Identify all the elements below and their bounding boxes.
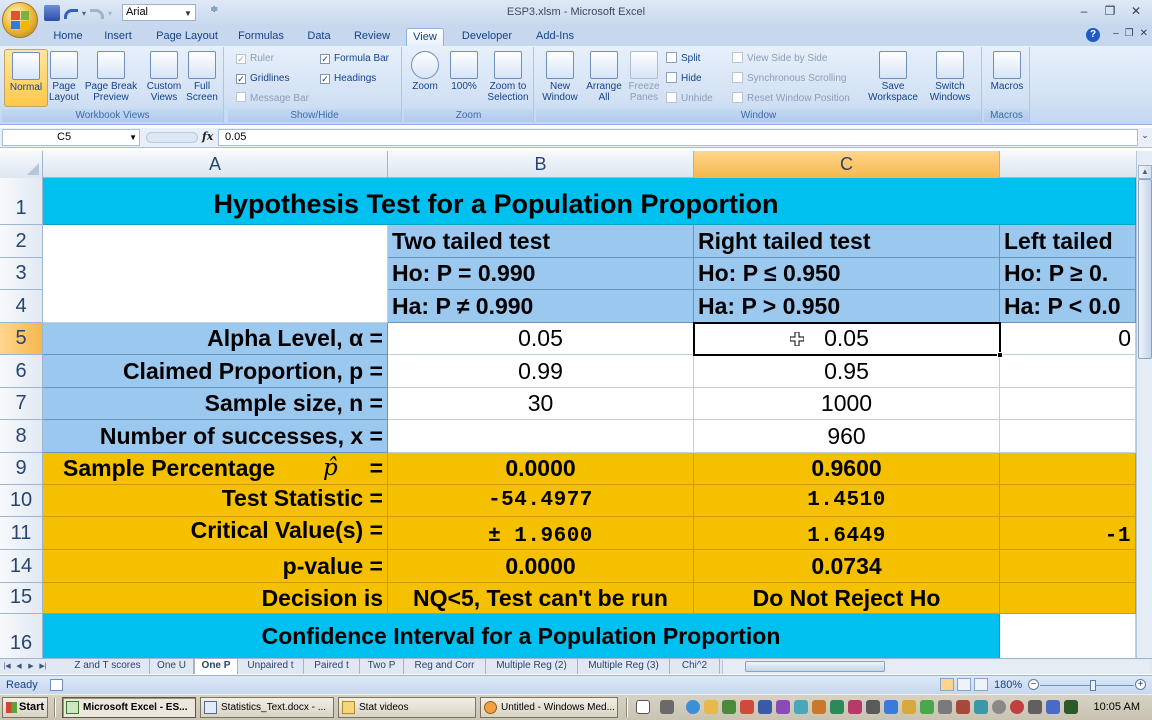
name-box-value: C5 (57, 131, 72, 143)
help-tray-icon[interactable] (636, 700, 650, 714)
gridlines-label: Gridlines (250, 73, 290, 84)
checkbox-unchecked-icon (236, 92, 246, 102)
tray-icon[interactable] (758, 700, 772, 714)
window-controls (1072, 2, 1148, 20)
p-hat-symbol: p̂ (323, 455, 338, 481)
insert-function-icon[interactable]: fx (202, 130, 214, 143)
tray-icon[interactable] (974, 700, 988, 714)
windows-logo-icon (6, 702, 17, 713)
macros-label: Macros (990, 81, 1024, 92)
zoom-selection-label-1: Zoom to (489, 81, 527, 92)
task-word[interactable] (200, 697, 334, 718)
reset-position-label: Reset Window Position (747, 93, 850, 104)
tray-icon[interactable] (938, 700, 952, 714)
view-side-by-side-button[interactable] (732, 51, 827, 67)
task-label: Statistics_Text.docx - ... (221, 702, 327, 713)
freeze-panes-button[interactable] (622, 49, 666, 107)
hide-icon (666, 72, 677, 83)
browser-icon[interactable] (686, 700, 700, 714)
cell-a15[interactable]: Decision is (43, 583, 388, 614)
page-layout-label-2: Layout (48, 92, 80, 103)
row-header[interactable]: 4 (0, 290, 43, 323)
zoom-slider[interactable] (1028, 679, 1146, 692)
sheet-tab[interactable]: Two P (360, 659, 404, 674)
cell-d8[interactable] (1000, 420, 1136, 453)
name-box[interactable] (2, 129, 140, 146)
cell-d2[interactable]: Left tailed (1000, 225, 1136, 258)
start-label: Start (19, 701, 45, 713)
start-button[interactable] (2, 697, 48, 718)
cell-b2[interactable]: Two tailed test (388, 225, 694, 258)
horizontal-scrollbar[interactable] (722, 660, 1150, 674)
new-window-label-1: New (549, 81, 570, 92)
full-screen-label-1: Full (193, 81, 211, 92)
zoom-track (1040, 685, 1134, 686)
cell-c3[interactable]: Ho: P ≤ 0.950 (694, 258, 1000, 290)
sheet-tab[interactable]: One U (150, 659, 194, 674)
sheet-title[interactable] (43, 178, 1136, 225)
normal-view-status-icon[interactable] (940, 678, 954, 691)
magnifier-icon (411, 51, 439, 79)
cell-b4[interactable]: Ha: P ≠ 0.990 (388, 290, 694, 323)
sheet-tab[interactable]: Unpaired t (238, 659, 304, 674)
tray-icon[interactable] (866, 700, 880, 714)
macros-button[interactable] (985, 49, 1029, 107)
page-layout-status-icon[interactable] (957, 678, 971, 691)
expand-formula-bar-icon[interactable]: ⌄ (1141, 130, 1149, 140)
chevron-down-icon[interactable]: ▼ (129, 133, 137, 142)
group-label-show-hide: Show/Hide (228, 109, 401, 122)
unhide-button[interactable] (666, 91, 713, 107)
task-folder[interactable] (338, 697, 476, 718)
checkbox-checked-icon: ✓ (237, 54, 245, 64)
split-button[interactable] (666, 51, 700, 67)
group-macros (984, 47, 1030, 123)
sheet-tab[interactable]: Multiple Reg (2) (486, 659, 578, 674)
formula-input[interactable]: 0.05 (218, 129, 1138, 146)
split-icon (666, 52, 677, 63)
task-excel[interactable] (62, 697, 196, 718)
ribbon (0, 46, 1152, 125)
headings-label: Headings (334, 73, 377, 84)
cell-a10[interactable]: Test Statistic = (43, 485, 388, 517)
help-icon[interactable]: ? (1086, 28, 1100, 42)
tray-icon[interactable] (848, 700, 862, 714)
group-label-zoom: Zoom (404, 109, 533, 122)
tray-icon[interactable] (956, 700, 970, 714)
task-label: Stat videos (359, 702, 409, 713)
tray-icon[interactable] (794, 700, 808, 714)
full-screen-icon (188, 51, 216, 79)
cell-a8[interactable]: Number of successes, x = (43, 420, 388, 453)
new-window-label-2: Window (542, 92, 578, 103)
group-zoom (404, 47, 534, 123)
excel-app-icon (66, 701, 79, 714)
cell-d15[interactable] (1000, 583, 1136, 614)
page-layout-icon (50, 51, 78, 79)
zoom-in-icon[interactable]: + (1135, 679, 1146, 690)
tab-page-layout[interactable]: Page Layout (156, 30, 218, 42)
custom-views-icon (150, 51, 178, 79)
cell-a2-merged[interactable] (43, 225, 388, 323)
new-window-icon (546, 51, 574, 79)
task-label: Microsoft Excel - ES... (83, 702, 188, 713)
cell-d16[interactable] (1000, 614, 1136, 658)
cell-b5[interactable]: 0.05 (388, 323, 694, 355)
arrange-all-button[interactable] (582, 49, 626, 107)
row-header[interactable]: 11 (0, 517, 43, 550)
zoom-100-label: 100% (451, 81, 477, 92)
reset-window-position-button[interactable] (732, 91, 850, 107)
unhide-icon (666, 92, 677, 103)
column-header-a[interactable]: A (43, 151, 388, 178)
macros-icon (993, 51, 1021, 79)
ci-title[interactable]: Confidence Interval for a Population Proportion (43, 614, 1000, 658)
save-workspace-label-2: Workspace (868, 92, 918, 103)
cell-d3[interactable]: Ho: P ≥ 0. (1000, 258, 1136, 290)
chevron-down-icon[interactable]: ▼ (184, 9, 192, 18)
freeze-label-1: Freeze (628, 81, 660, 92)
tray-icon[interactable] (812, 700, 826, 714)
cell-c5[interactable]: 0.05 (694, 323, 1000, 355)
save-workspace-button[interactable] (866, 49, 920, 107)
undo-dropdown-icon[interactable]: ▾ (82, 8, 87, 18)
full-screen-label-2: Screen (186, 92, 218, 103)
cell-a7[interactable]: Sample size, n = (43, 388, 388, 420)
tray-icon[interactable] (660, 700, 674, 714)
ruler-label: Ruler (250, 53, 274, 64)
cell-a6[interactable]: Claimed Proportion, p = (43, 355, 388, 388)
cell-b14[interactable]: 0.0000 (388, 550, 694, 583)
formula-bar (0, 128, 1152, 148)
cell-c9[interactable]: 0.9600 (694, 453, 1000, 485)
cell-d14[interactable] (1000, 550, 1136, 583)
ruler-checkbox[interactable] (236, 51, 274, 67)
split-label: Split (681, 53, 701, 64)
zoom-to-selection-button[interactable] (484, 49, 532, 107)
page-break-preview-button[interactable] (84, 49, 138, 107)
cell-c11[interactable]: 1.6449 (694, 517, 1000, 550)
sheet-tab[interactable]: Chi^2 (670, 659, 720, 674)
sync-scroll-label: Synchronous Scrolling (747, 73, 847, 84)
next-sheet-icon[interactable]: ▶ (28, 663, 34, 670)
column-header-d[interactable] (1000, 151, 1136, 178)
tab-review[interactable]: Review (353, 30, 391, 42)
cell-b10[interactable]: -54.4977 (388, 485, 694, 517)
folder-tray-icon[interactable] (704, 700, 718, 714)
row-header[interactable]: 1 (0, 178, 43, 225)
zoom-selection-icon (494, 51, 522, 79)
scroll-up-icon[interactable]: ▲ (1138, 165, 1152, 179)
prev-sheet-icon[interactable]: ◀ (16, 663, 22, 670)
title-bar (0, 0, 1152, 26)
zoom-selection-label-2: Selection (487, 92, 529, 103)
taskbar-separator (626, 698, 628, 717)
select-all-corner[interactable] (0, 151, 43, 178)
zoom-button[interactable] (406, 49, 444, 107)
switch-windows-label-2: Windows (929, 92, 971, 103)
select-all-icon (27, 163, 39, 175)
formula-bar-label: Formula Bar (334, 53, 390, 64)
synchronous-scrolling-button[interactable] (732, 71, 847, 87)
save-workspace-label-1: Save (881, 81, 905, 92)
tab-home[interactable]: Home (53, 30, 83, 42)
cell-d7[interactable] (1000, 388, 1136, 420)
checkbox-checked-icon: ✓ (237, 74, 245, 84)
custom-views-label-2: Views (150, 92, 178, 103)
group-workbook-views (2, 47, 224, 123)
row-header[interactable]: 2 (0, 225, 43, 258)
workbook-controls (1113, 28, 1148, 39)
row-header[interactable]: 14 (0, 550, 43, 583)
group-show-hide (228, 47, 402, 123)
page-layout-view-button[interactable] (42, 49, 86, 107)
tray-icon[interactable] (920, 700, 934, 714)
zoom-level[interactable]: 180% (994, 679, 1023, 691)
side-by-side-icon (732, 52, 743, 63)
clock[interactable]: 10:05 AM (1093, 701, 1140, 713)
sample-percentage-label: Sample Percentage (63, 455, 276, 481)
headings-checkbox[interactable] (320, 71, 376, 87)
cell-b3[interactable]: Ho: P = 0.990 (388, 258, 694, 290)
ribbon-tabs (0, 26, 1152, 46)
group-window (536, 47, 982, 123)
page-break-icon (97, 51, 125, 79)
tray-icon[interactable] (776, 700, 790, 714)
tray-icon[interactable] (1064, 700, 1078, 714)
last-sheet-icon[interactable]: ▶| (39, 663, 47, 670)
row-header[interactable]: 3 (0, 258, 43, 290)
unhide-label: Unhide (681, 93, 713, 104)
sheet-tab[interactable]: Multiple Reg (3) (578, 659, 670, 674)
zoom-out-icon[interactable]: − (1028, 679, 1039, 690)
row-header[interactable]: 7 (0, 388, 43, 420)
group-label-macros: Macros (984, 109, 1029, 122)
arrange-label-1: Arrange (586, 81, 622, 92)
vertical-scroll-thumb[interactable] (1138, 179, 1152, 359)
sheet-tab-bar (0, 658, 1152, 674)
tray-icon[interactable] (722, 700, 736, 714)
close-workbook-icon[interactable]: ✕ (1139, 28, 1148, 39)
arrange-label-2: All (598, 92, 610, 103)
vertical-scrollbar[interactable] (1136, 151, 1152, 658)
row-header[interactable]: 5 (0, 323, 43, 355)
zoom-label: Zoom (412, 81, 438, 92)
volume-icon[interactable] (1028, 700, 1042, 714)
tray-icon[interactable] (902, 700, 916, 714)
row-header[interactable]: 10 (0, 485, 43, 517)
network-icon[interactable] (1046, 700, 1060, 714)
full-screen-button[interactable] (180, 49, 224, 107)
page-break-label-2: Preview (93, 92, 129, 103)
tab-add-ins[interactable]: Add-Ins (536, 30, 574, 42)
taskbar-separator (54, 698, 56, 717)
checkbox-checked-icon: ✓ (321, 54, 329, 64)
cell-d10[interactable] (1000, 485, 1136, 517)
hide-button[interactable] (666, 71, 702, 87)
tab-data[interactable]: Data (307, 30, 331, 42)
tray-icon[interactable] (884, 700, 898, 714)
window-title: ESP3.xlsm - Microsoft Excel (506, 6, 646, 18)
sheet-tab[interactable]: Paired t (304, 659, 360, 674)
message-bar-label: Message Bar (250, 93, 309, 104)
freeze-label-2: Panes (629, 92, 659, 103)
row-header[interactable]: 16 (0, 614, 43, 658)
taskbar (0, 694, 1152, 720)
cell-cursor-icon (790, 332, 804, 346)
security-tray-icon[interactable] (1010, 700, 1024, 714)
formula-resize-handle[interactable] (146, 132, 198, 143)
arrange-all-icon (590, 51, 618, 79)
cell-c15[interactable]: Do Not Reject Ho (694, 583, 1000, 614)
tray-icon[interactable] (740, 700, 754, 714)
media-player-icon (484, 701, 497, 714)
cell-b7[interactable]: 30 (388, 388, 694, 420)
zoom-100-icon (450, 51, 478, 79)
row-header[interactable]: 8 (0, 420, 43, 453)
sheet-tab-active[interactable]: One P (194, 659, 238, 674)
tray-icon[interactable] (992, 700, 1006, 714)
group-label-workbook-views: Workbook Views (2, 109, 223, 122)
formula-tools (144, 129, 216, 146)
cell-c8[interactable]: 960 (694, 420, 1000, 453)
row-header[interactable]: 6 (0, 355, 43, 388)
row-header[interactable]: 9 (0, 453, 43, 485)
reset-position-icon (732, 92, 743, 103)
tab-insert[interactable]: Insert (104, 30, 132, 42)
cell-d9[interactable] (1000, 453, 1136, 485)
new-window-button[interactable] (538, 49, 582, 107)
word-app-icon (204, 701, 217, 714)
tab-view[interactable]: View (406, 28, 444, 46)
redo-dropdown-icon[interactable]: ▾ (108, 8, 113, 18)
custom-views-label-1: Custom (146, 81, 182, 92)
task-label: Untitled - Windows Med... (501, 702, 615, 713)
cell-c10[interactable]: 1.4510 (694, 485, 1000, 517)
cell-c4[interactable]: Ha: P > 0.950 (694, 290, 1000, 323)
switch-windows-label-1: Switch (935, 81, 965, 92)
cell-c14[interactable]: 0.0734 (694, 550, 1000, 583)
horizontal-scroll-thumb[interactable] (745, 661, 885, 672)
switch-windows-button[interactable] (922, 49, 978, 107)
sheet-tab[interactable]: Reg and Corr (404, 659, 486, 674)
save-workspace-icon (879, 51, 907, 79)
gridlines-checkbox[interactable] (236, 71, 289, 87)
restore-icon[interactable]: ❐ (1104, 4, 1116, 18)
cell-a14[interactable]: p-value = (43, 550, 388, 583)
macro-record-icon[interactable] (50, 679, 63, 691)
font-name-value: Arial (126, 6, 149, 18)
cell-d11[interactable]: -1 (1000, 517, 1136, 550)
cell-b8[interactable] (388, 420, 694, 453)
page-break-label-1: Page Break (84, 81, 138, 92)
status-text: Ready (6, 679, 38, 691)
first-sheet-icon[interactable]: |◀ (3, 663, 11, 670)
cell-b11[interactable]: ± 1.9600 (388, 517, 694, 550)
task-media-player[interactable] (480, 697, 618, 718)
sample-percentage-equals: = (369, 455, 383, 481)
sheet-title-text: Hypothesis Test for a Population Proportion (213, 188, 779, 219)
cell-c2[interactable]: Right tailed test (694, 225, 1000, 258)
message-bar-checkbox[interactable] (236, 91, 309, 107)
cell-b6[interactable]: 0.99 (388, 355, 694, 388)
cell-d4[interactable]: Ha: P < 0.0 (1000, 290, 1136, 323)
cell-d5[interactable]: 0 (1000, 323, 1136, 355)
page-break-status-icon[interactable] (974, 678, 988, 691)
hide-label: Hide (681, 73, 702, 84)
cell-a9[interactable] (43, 453, 388, 485)
cell-a11[interactable]: Critical Value(s) = (43, 517, 388, 550)
normal-view-icon (12, 52, 40, 80)
zoom-100-button[interactable] (446, 49, 482, 107)
row-header[interactable]: 15 (0, 583, 43, 614)
tab-formulas[interactable]: Formulas (238, 30, 284, 42)
group-label-window: Window (536, 109, 981, 122)
office-button[interactable] (2, 2, 38, 38)
cell-a5[interactable]: Alpha Level, α = (43, 323, 388, 355)
page-layout-label-1: Page (52, 81, 76, 92)
minimize-workbook-icon[interactable]: – (1113, 28, 1119, 39)
restore-workbook-icon[interactable]: ❐ (1124, 28, 1134, 39)
zoom-knob[interactable] (1090, 680, 1096, 691)
column-header-b[interactable]: B (388, 151, 694, 178)
minimize-icon[interactable]: – (1080, 4, 1088, 18)
sheet-tab[interactable]: Z and T scores (66, 659, 150, 674)
tray-icon[interactable] (830, 700, 844, 714)
status-bar (0, 675, 1152, 694)
normal-view-label: Normal (9, 82, 43, 93)
column-headers (0, 151, 1136, 178)
column-header-c[interactable]: C (694, 151, 1000, 178)
switch-windows-icon (936, 51, 964, 79)
tab-developer[interactable]: Developer (461, 30, 513, 42)
worksheet-grid[interactable] (0, 151, 1136, 658)
formula-bar-checkbox[interactable] (320, 51, 389, 67)
cell-d6[interactable] (1000, 355, 1136, 388)
folder-icon (342, 701, 355, 714)
cell-b9[interactable]: 0.0000 (388, 453, 694, 485)
freeze-panes-icon (630, 51, 658, 79)
customize-qat-icon[interactable]: ≑ (210, 4, 219, 15)
cell-c7[interactable]: 1000 (694, 388, 1000, 420)
cell-c6[interactable]: 0.95 (694, 355, 1000, 388)
office-logo-icon (11, 11, 29, 29)
cell-b15[interactable]: NQ<5, Test can't be run (388, 583, 694, 614)
view-side-label: View Side by Side (747, 53, 828, 64)
sync-scroll-icon (732, 72, 743, 83)
close-icon[interactable]: ✕ (1130, 4, 1142, 18)
checkbox-checked-icon: ✓ (321, 74, 329, 84)
